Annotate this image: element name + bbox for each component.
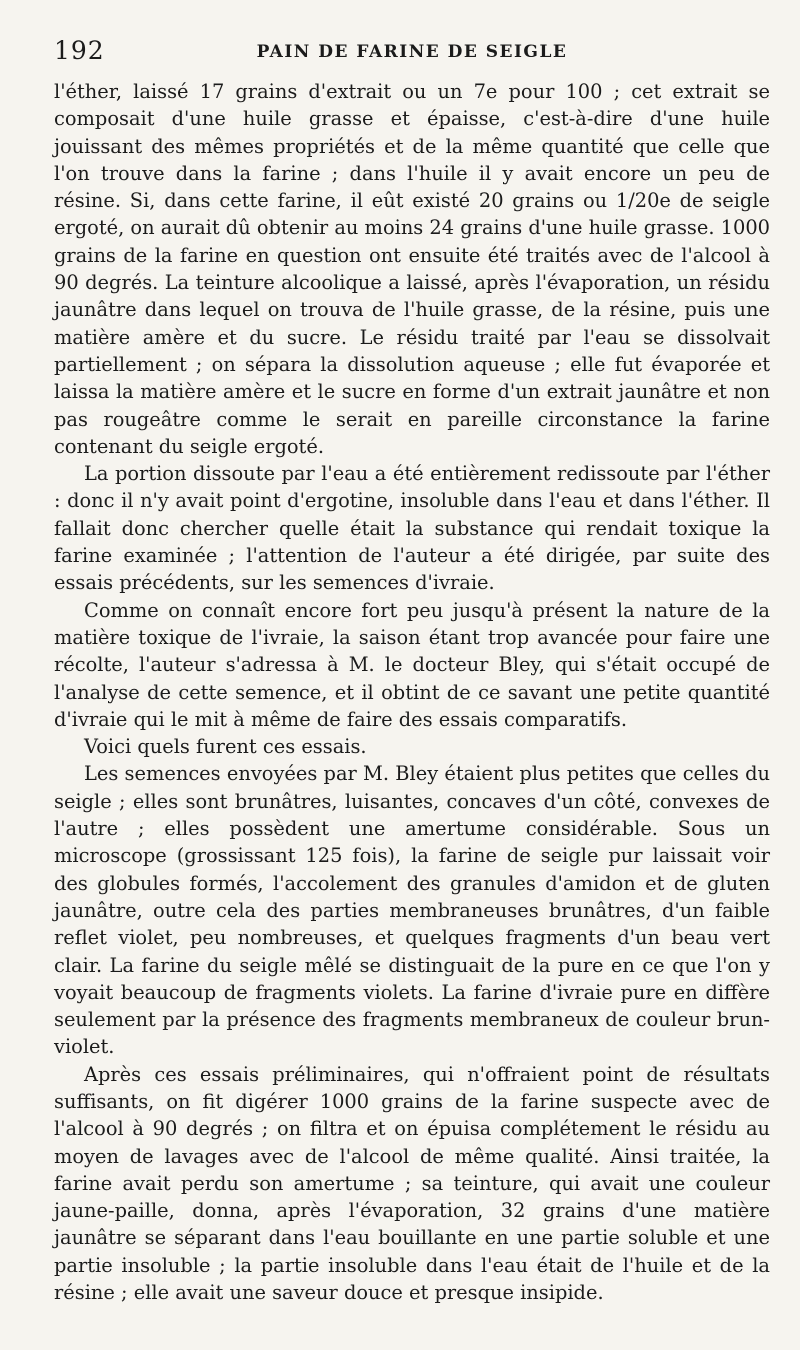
paragraph-continued: l'éther, laissé 17 grains d'extrait ou un 7e pour 100 ; cet extrait se composait d'une huile grasse et épaisse, c'est-à-dire d'une huile jouissant des mêmes propriétés et de la même quantité que celle que l'on trouve dans la farine ; dans l'huile il y avait encore un peu de résine. Si, dans cette farine, il eût existé 20 grains ou 1/20e de seigle ergoté, on aurait dû obtenir au moins 24 grains d'une huile grasse. 1000 grains de la farine en question ont ensuite été traités avec de l'alcool à 90 degrés. La teinture alcoolique a laissé, après l'évaporation, un résidu jaunâtre dans lequel on trouva de l'huile grasse, de la résine, puis une matière amère et du sucre. Le résidu traité par l'eau se dissolvait partiellement ; on sépara la dissolution aqueuse ; elle fut évaporée et laissa la matière amère et le sucre en forme d'un extrait jaunâtre et non pas rougeâtre comme le serait en pareille circonstance la farine contenant du seigle ergoté.: [54, 80, 770, 458]
page-header: [54, 36, 770, 76]
paragraph: Comme on connaît encore fort peu jusqu'à présent la nature de la matière toxique de l'ivraie, la saison étant trop avancée pour faire une récolte, l'auteur s'adressa à M. le docteur Bley, qui s'était occupé de l'analyse de cette semence, et il obtint de ce savant une petite quantité d'ivraie qui le mit à même de faire des essais comparatifs.: [54, 598, 770, 731]
running-title: PAIN DE FARINE DE SEIGLE: [256, 42, 568, 62]
paragraph: Les semences envoyées par M. Bley étaient plus petites que celles du seigle ; elles sont brunâtres, luisantes, concaves d'un côté, convexes de l'autre ; elles possèdent une amertume considérable. Sous un microscope (grossissant 125 fois), la farine de seigle pur laissait voir des globules formés, l'accolement des granules d'amidon et de gluten jaunâtre, outre cela des parties membraneuses brunâtres, d'un faible reflet violet, peu nombreuses, et quelques fragments d'un beau vert clair. La farine du seigle mêlé se distinguait de la pure en ce que l'on y voyait beaucoup de fragments violets. La farine d'ivraie pure en diffère seulement par la présence des fragments membraneux de couleur brun-violet.: [54, 762, 770, 1059]
paragraph: La portion dissoute par l'eau a été entièrement redissoute par l'éther : donc il n'y avait point d'ergotine, insoluble dans l'eau et dans l'éther. Il fallait donc chercher quelle était la substance qui rendait toxique la farine examinée ; l'attention de l'auteur a été dirigée, par suite des essais précédents, sur les semences d'ivraie.: [54, 462, 770, 595]
page-number: 192: [54, 36, 105, 65]
paragraph: Après ces essais préliminaires, qui n'offraient point de résultats suffisants, on fit digérer 1000 grains de la farine suspecte avec de l'alcool à 90 degrés ; on filtra et on épuisa complétement le résidu au moyen de lavages avec de l'alcool de même qualité. Ainsi traitée, la farine avait perdu son amertume ; sa teinture, qui avait une couleur jaune-paille, donna, après l'évaporation, 32 grains d'une matière jaunâtre se séparant dans l'eau bouillante en une partie soluble et une partie insoluble ; la partie insoluble dans l'eau était de l'huile et de la résine ; elle avait une saveur douce et presque insipide.: [54, 1062, 770, 1305]
body-text: [54, 78, 770, 1306]
paragraph: Voici quels furent ces essais.: [84, 735, 367, 759]
